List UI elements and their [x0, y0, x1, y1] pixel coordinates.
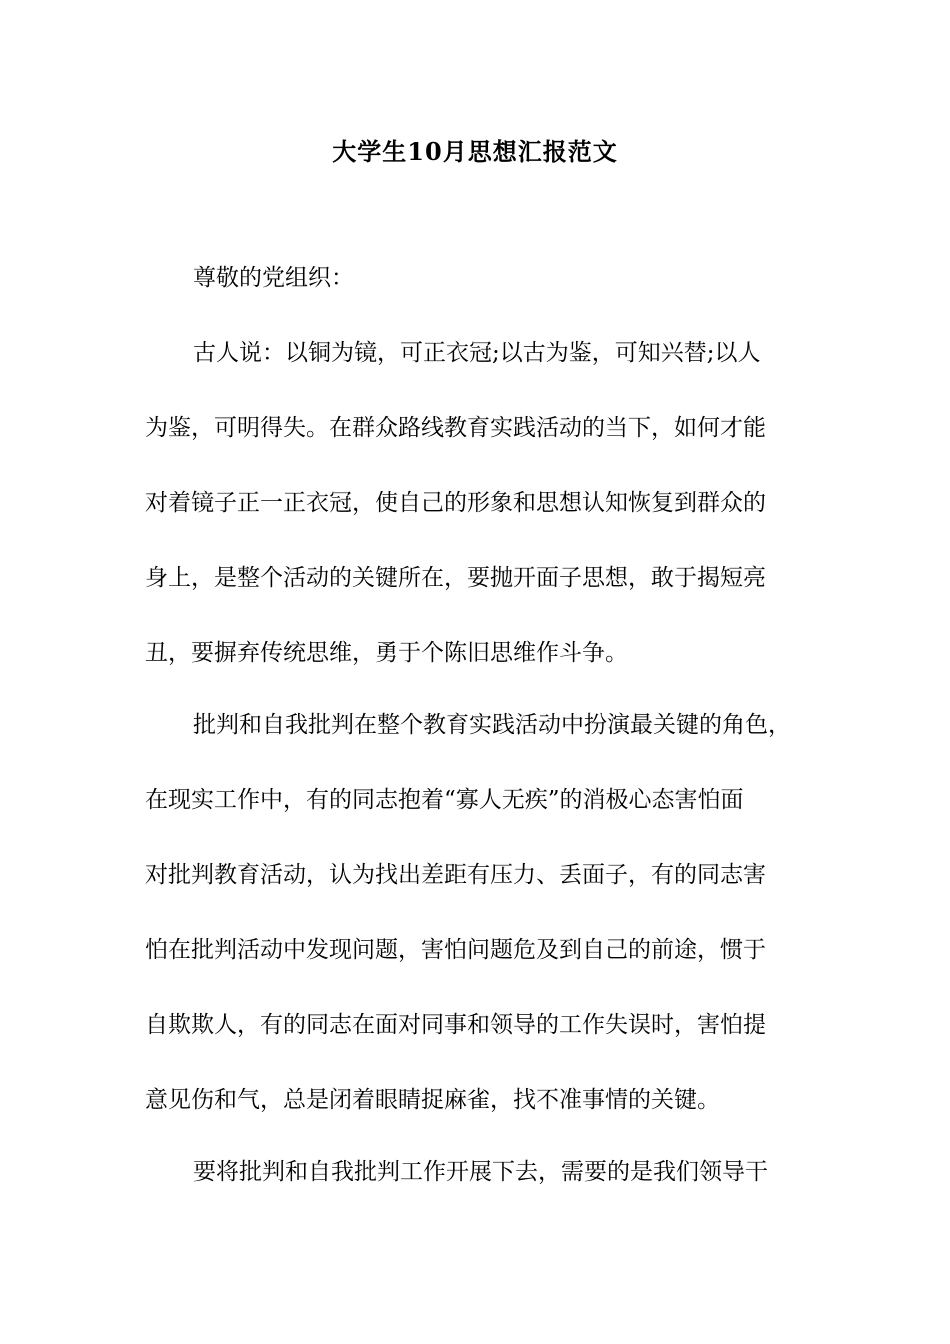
paragraph-line: 怕在批判活动中发现问题，害怕问题危及到自己的前途，惯于: [145, 937, 766, 963]
salutation: 尊敬的党组织：: [193, 265, 354, 291]
paragraph-line: 古人说：以铜为镜，可正衣冠;以古为鉴，可知兴替;以人: [193, 340, 761, 366]
paragraph-line: 意见伤和气，总是闭着眼睛捉麻雀，找不准事情的关键。: [145, 1087, 720, 1113]
paragraph-line: 对批判教育活动，认为找出差距有压力、丢面子，有的同志害: [145, 862, 766, 888]
document-title: 大学生10月思想汇报范文: [332, 137, 618, 166]
paragraph-line: 丑，要摒弃传统思维，勇于个陈旧思维作斗争。: [145, 640, 628, 666]
paragraph-line: 批判和自我批判在整个教育实践活动中扮演最关键的角色，: [193, 712, 791, 738]
paragraph-line: 为鉴，可明得失。在群众路线教育实践活动的当下，如何才能: [145, 415, 766, 441]
paragraph-line: 自欺欺人，有的同志在面对同事和领导的工作失误时，害怕提: [145, 1012, 766, 1038]
paragraph-line: 要将批判和自我批判工作开展下去，需要的是我们领导干: [193, 1159, 768, 1185]
paragraph-line: 对着镜子正一正衣冠，使自己的形象和思想认知恢复到群众的: [145, 490, 766, 516]
paragraph-line: 身上，是整个活动的关键所在，要抛开面子思想，敢于揭短亮: [145, 565, 766, 591]
paragraph-line: 在现实工作中，有的同志抱着“寡人无疾”的消极心态害怕面: [145, 787, 744, 813]
